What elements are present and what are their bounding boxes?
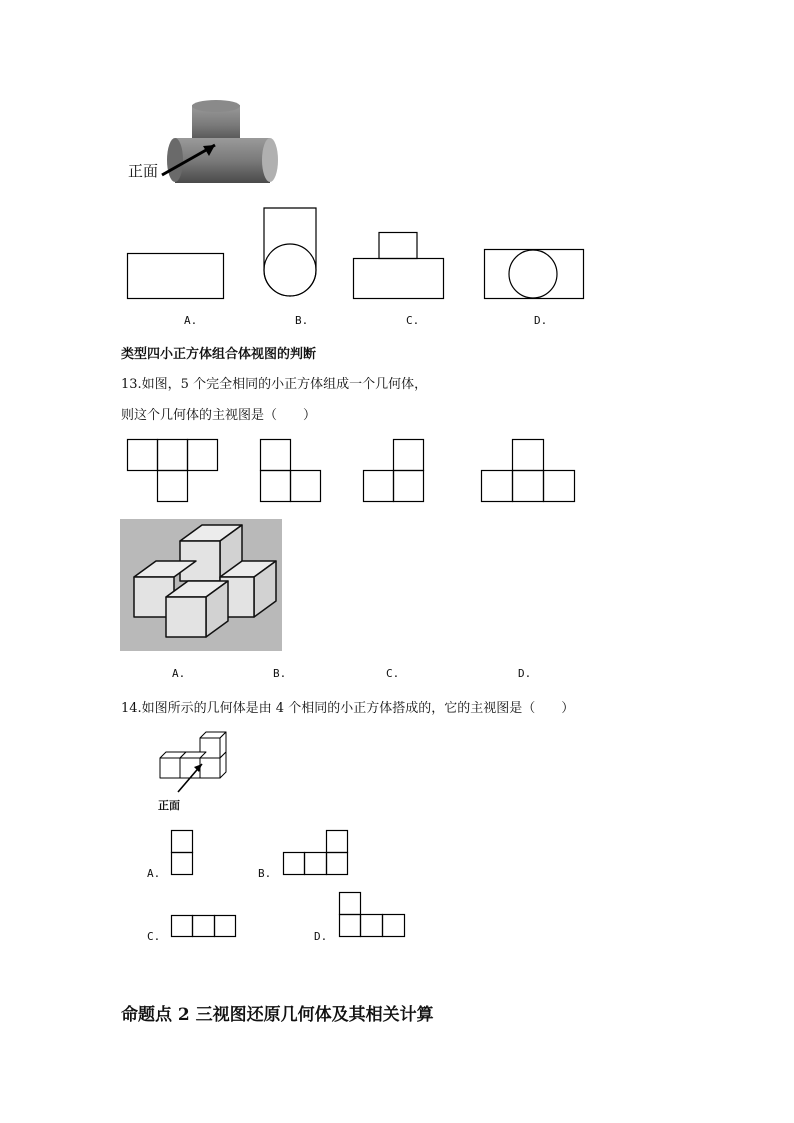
q12-option-d: D. [534, 314, 548, 327]
q12-option-c: C. [406, 314, 420, 327]
q13-option-b-shape [260, 439, 322, 502]
q12-option-d-shape [484, 249, 584, 299]
q14-option-c-shape [171, 915, 237, 938]
q13-option-c: C. [386, 667, 400, 680]
front-label: 正面 [128, 162, 159, 180]
q12-option-a: A. [184, 314, 198, 327]
q12-option-b: B. [295, 314, 309, 327]
q13-option-c-shape [363, 439, 425, 502]
q14-option-b: B. [258, 867, 272, 880]
q13-cubes-photo [120, 519, 282, 651]
q14-option-d-shape [339, 892, 406, 938]
q14-front-label: 正面 [158, 799, 180, 812]
q14-option-a-shape [171, 830, 194, 875]
section-type4-heading: 类型四小正方体组合体视图的判断 [121, 347, 317, 362]
q14-cubes-figure [156, 730, 232, 785]
section-point2-heading: 命题点 2 三视图还原几何体及其相关计算 [121, 1005, 434, 1025]
q13-option-d-shape [481, 439, 575, 502]
q13-option-a-shape [127, 439, 219, 502]
q13-option-b: B. [273, 667, 287, 680]
q13-stem-line1: 13.如图，5 个完全相同的小正方体组成一个几何体， [121, 377, 428, 392]
q12-option-c-shape [353, 232, 444, 299]
q12-option-b-shape [263, 207, 318, 299]
q13-option-d: D. [518, 667, 532, 680]
q14-option-c: C. [147, 930, 161, 943]
q14-option-a: A. [147, 867, 161, 880]
q13-stem-line2: 则这个几何体的主视图是（ ） [121, 408, 317, 423]
q12-option-a-shape [127, 253, 224, 299]
q14-option-d: D. [314, 930, 328, 943]
q14-stem: 14.如图所示的几何体是由 4 个相同的小正方体搭成的，它的主视图是（ ） [121, 701, 575, 716]
q14-option-b-shape [283, 830, 349, 875]
q13-option-a: A. [172, 667, 186, 680]
